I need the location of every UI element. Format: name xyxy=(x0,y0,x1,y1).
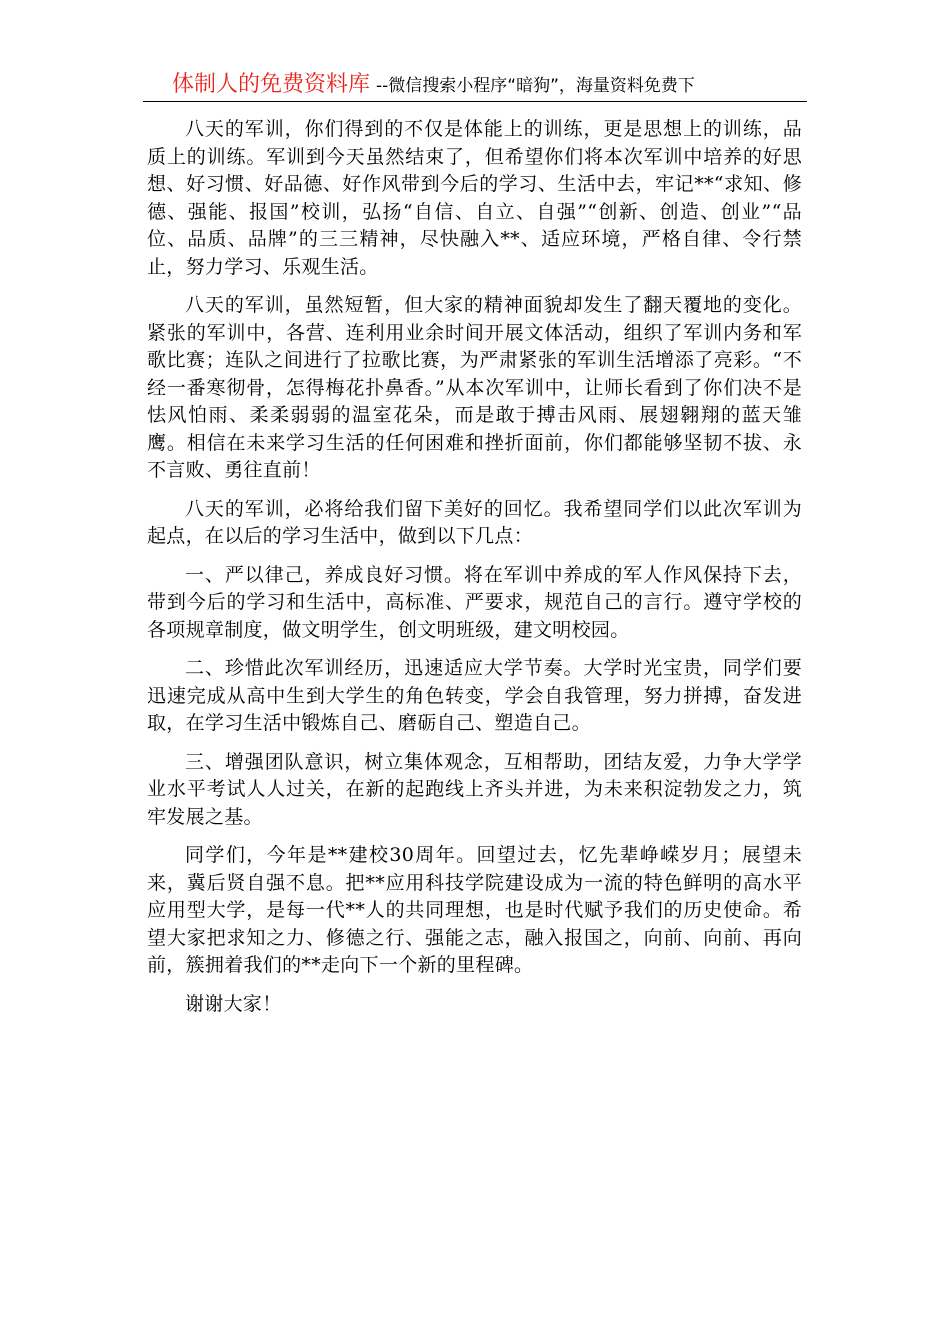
paragraph-7: 同学们，今年是**建校30周年。回望过去，忆先辈峥嵘岁月；展望未来，冀后贤自强不息。把**应用科技学院建设成为一流的特色鲜明的高水平应用型大学，是每一代**人的共同理想，也是时代赋予我们的历史使命。希望大家把求知之力、修德之行、强能之志，融入报国之，向前、向前、再向前，簇拥着我们的**走向下一个新的里程碑。 xyxy=(147,844,802,976)
document-body xyxy=(147,116,802,1029)
page-header xyxy=(140,70,810,100)
closing-line: 谢谢大家！ xyxy=(185,992,282,1015)
paragraph-5: 二、珍惜此次军训经历，迅速适应大学节奏。大学时光宝贵，同学们要迅速完成从高中生到大学生的角色转变，学会自我管理，努力拼搏，奋发进取，在学习生活中锻炼自己、磨砺自己、塑造自己。 xyxy=(147,657,802,734)
header-divider xyxy=(143,101,807,102)
paragraph-3: 八天的军训，必将给我们留下美好的回忆。我希望同学们以此次军训为起点，在以后的学习生活中，做到以下几点： xyxy=(147,497,802,547)
header-brand: 体制人的免费资料库 xyxy=(172,72,371,97)
paragraph-4: 一、严以律己，养成良好习惯。将在军训中养成的军人作风保持下去，带到今后的学习和生活中，高标准、严要求，规范自己的言行。遵守学校的各项规章制度，做文明学生，创文明班级，建文明校园。 xyxy=(147,563,802,641)
paragraph-1: 八天的军训，你们得到的不仅是体能上的训练，更是思想上的训练，品质上的训练。军训到今天虽然结束了，但希望你们将本次军训中培养的好思想、好习惯、好品德、好作风带到今后的学习、生活中去，牢记**“求知、修德、强能、报国”校训，弘扬“自信、自立、自强”“创新、创造、创业”“品位、品质、品牌”的三三精神，尽快融入**、适应环境，严格自律、令行禁止，努力学习、乐观生活。 xyxy=(147,118,802,278)
paragraph-2: 八天的军训，虽然短暂，但大家的精神面貌却发生了翻天覆地的变化。紧张的军训中，各营、连利用业余时间开展文体活动，组织了军训内务和军歌比赛；连队之间进行了拉歌比赛，为严肃紧张的军训生活增添了亮彩。“不经一番寒彻骨，怎得梅花扑鼻香。”从本次军训中，让师长看到了你们决不是怯风怕雨、柔柔弱弱的温室花朵，而是敢于搏击风雨、展翅翱翔的蓝天雏鹰。相信在未来学习生活的任何困难和挫折面前，你们都能够坚韧不拔、永不言败、勇往直前！ xyxy=(147,294,802,481)
header-tagline: --微信搜索小程序“暗狗”，海量资料免费下 xyxy=(376,76,695,96)
paragraph-6: 三、增强团队意识，树立集体观念，互相帮助，团结友爱，力争大学学业水平考试人人过关，在新的起跑线上齐头并进，为未来积淀勃发之力，筑牢发展之基。 xyxy=(147,750,802,828)
